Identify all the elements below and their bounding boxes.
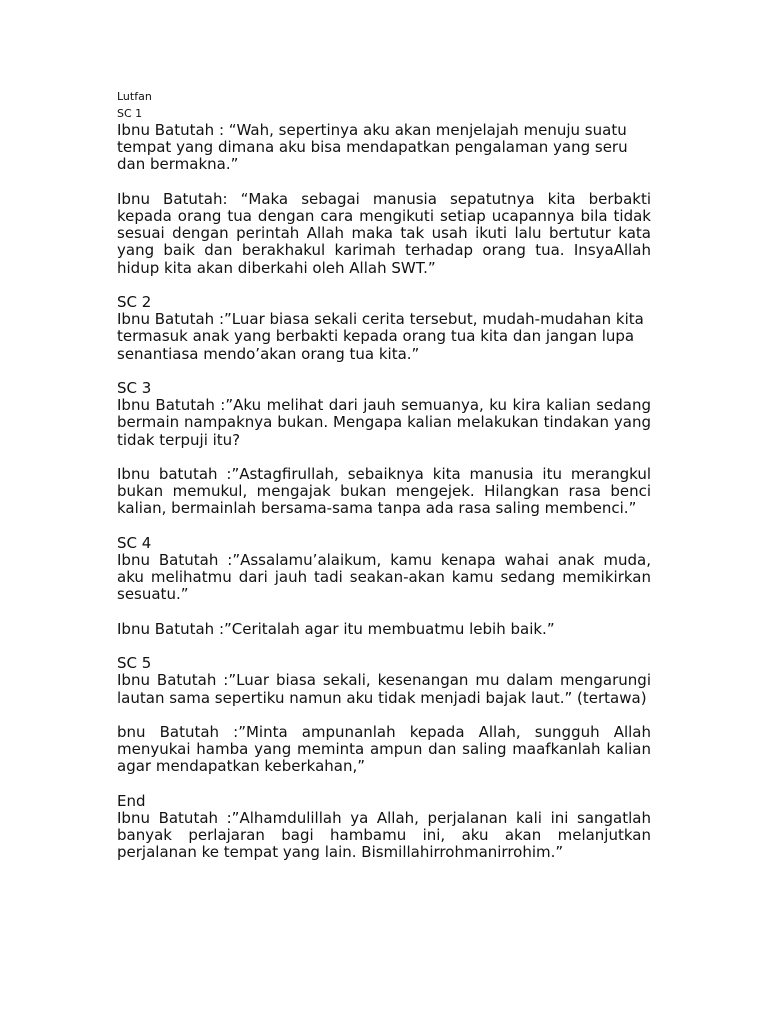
scene-heading-sc5: SC 5 [117,654,152,673]
sc1-paragraph-2: Ibnu Batutah: “Maka sebagai manusia sepatutnya kita berbakti kepada orang tua dengan cara mengikuti setiap ucapannya bila tidak sesuai dengan perintah Allah maka tak usah ikuti lalu bertutur kata yang baik dan berakhakul karimah terhadap orang tua. InsyaAllah hidup kita akan diberkahi oleh Allah SWT.” [117,189,651,277]
end-paragraph-1: Ibnu Batutah :”Alhamdulillah ya Allah, perjalanan kali ini sangatlah banyak perlajaran bagi hambamu ini, aku akan melanjutkan perjalanan ke tempat yang lain. Bismillahirrohmanirrohim.” [117,808,651,862]
sc3-paragraph-2: Ibnu batutah :”Astagfirullah, sebaiknya kita manusia itu merangkul bukan memukul, mengajak bukan mengejek. Hilangkan rasa benci kalian, bermainlah bersama-sama tanpa ada rasa saling membenci.” [117,465,651,518]
scene-heading-sc3: SC 3 [117,379,152,397]
sc5-paragraph-1: Ibnu Batutah :”Luar biasa sekali, kesenangan mu dalam mengarungi lautan sama sepertiku namun aku tidak menjadi bajak laut.” (tertawa) [117,671,651,707]
sc2-paragraph-1: Ibnu Batutah :”Luar biasa sekali cerita tersebut, mudah-mudahan kita termasuk anak yang berbakti kepada orang tua kita dan jangan lupa senantiasa mendo’akan orang tua kita.” [117,310,644,363]
scene-heading-sc4: SC 4 [117,533,152,552]
sc5-paragraph-2: bnu Batutah :”Minta ampunanlah kepada Allah, sungguh Allah menyukai hamba yang meminta ampun dan saling maafkanlah kalian agar mendapatkan keberkahan,” [117,722,651,776]
sc4-paragraph-2: Ibnu Batutah :”Ceritalah agar itu membuatmu lebih baik.” [117,619,555,638]
sc1-paragraph-1: Ibnu Batutah : “Wah, sepertinya aku akan menjelajah menuju suatu tempat yang dimana aku bisa mendapatkan pengalaman yang seru dan bermakna.” [117,121,628,174]
sc4-paragraph-1: Ibnu Batutah :”Assalamu’alaikum, kamu kenapa wahai anak muda, aku melihatmu dari jauh tadi seakan-akan kamu sedang memikirkan sesuatu.” [117,551,651,604]
sc3-paragraph-1: Ibnu Batutah :”Aku melihat dari jauh semuanya, ku kira kalian sedang bermain nampaknya bukan. Mengapa kalian melakukan tindakan yang tidak terpuji itu? [117,396,651,449]
scene-heading-sc1: SC 1 [117,107,143,120]
scene-heading-sc2: SC 2 [117,293,152,311]
author-name: Lutfan [117,90,152,103]
scene-heading-end: End [117,791,146,810]
document-page [117,88,651,879]
